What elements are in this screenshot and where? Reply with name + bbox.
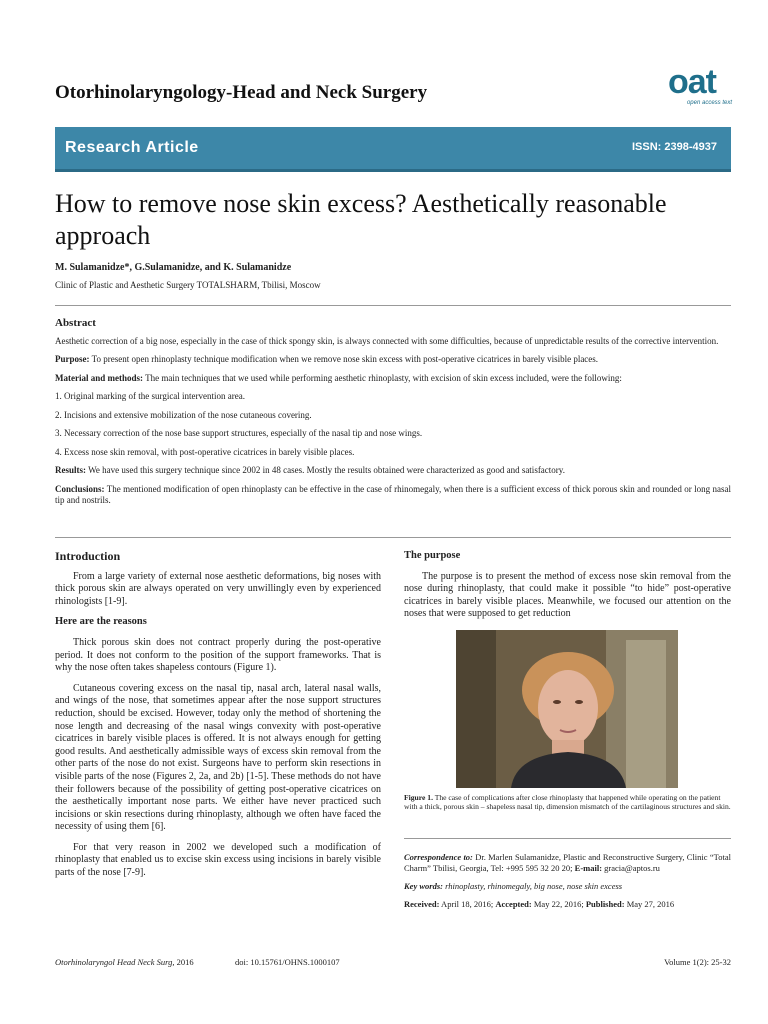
footer-doi: doi: 10.15761/OHNS.1000107 [235,957,340,967]
divider [55,537,731,538]
paragraph: From a large variety of external nose aesthetic deformations, big noses with thick porous skin are always operated on very unwillingly even by experienced rhinologists [1-9]. [55,570,381,607]
logo-word: oat [668,63,716,101]
list-item: 4. Excess nose skin removal, with post-operative cicatrices in barely visible places. [55,446,355,457]
paragraph: Cutaneous covering excess on the nasal tip, nasal arch, lateral nasal walls, and wings of the nose, that sometimes appear after the nose support structures reduction, should be excised. However, today only the method of shortening the nose length and decreasing of the nasal wings convexity with post-operative cicatrices in barely visible places is offered. It is not always enough for getting good results. And aesthetically admissible ways of excess skin removal from the other parts of the nose do not exist. Surgeons have to perform skin resections in visible parts of the nose (Figures 2, 2a, and 2b) [1-5]. These methods do not have their followers because of the possibility of getting post-operative cicatrices on the aesthetically important nose parts. We either have never practiced such incisions or skin resections during rhinoplasty, although we often have faced the necessity of using them [6]. [55,682,381,833]
introduction-heading: Introduction [55,549,121,563]
published-label: Published: [585,899,625,909]
correspondence [404,852,731,874]
list-item: 1. Original marking of the surgical intervention area. [55,391,246,401]
figure-caption-text: The case of complications after close rhinoplasty that happened while operating on the patient with a thick, porous skin – shapeless nasal tip, dimension mismatch of the cartilaginous structures and skin. [404,793,731,811]
email-link[interactable]: gracia@aptos.ru [602,863,660,873]
article-type-banner [55,127,731,172]
methods-text: The main techniques that we used while performing aesthetic rhinoplasty, with excision of skin excess included, were the following: [143,372,622,383]
results-text: We have used this surgery technique since 2002 in 48 cases. Mostly the results obtained were characterized as good and satisfactory. [86,465,565,475]
article-title: How to remove nose skin excess? Aesthetically reasonable approach [55,189,667,250]
results-label: Results: [55,465,86,475]
abstract-purpose [55,354,731,366]
email-label: E-mail: [574,863,603,873]
correspondence-text: Dr. Marlen Sulamanidze, Plastic and Reconstructive Surgery, Clinic “Total Charm” Tbilisi, Georgia, Tel: +995 595 32 20 20; [404,852,731,873]
purpose-heading: The purpose [404,550,461,561]
figure-1-photo [456,630,678,788]
abstract-methods [55,373,731,385]
dates [404,899,731,910]
keywords-label: Key words: [404,881,443,891]
oat-logo [668,63,732,106]
accepted-date: May 22, 2016; [531,899,586,909]
paragraph: For that very reason in 2002 we developed such a modification of rhinoplasty that enabled us to excise skin excess using incisions in barely visible parts of the nose [7-9]. [55,841,381,879]
abstract [55,318,731,514]
correspondence-label: Correspondence to: [404,852,473,862]
keywords-text: rhinoplasty, rhinomegaly, big nose, nose skin excess [442,881,623,891]
issn: ISSN: 2398-4937 [632,141,717,153]
received-date: April 18, 2016; [439,899,496,909]
article-type: Research Article [65,139,199,156]
correspondence-block [404,852,731,917]
conclusions-text: The mentioned modification of open rhinoplasty can be effective in the case of rhinomegaly, when there is a sufficient excess of thick porous skin and rounded or long nasal tip and nostrils. [55,483,731,505]
methods-label: Material and methods: [55,372,143,383]
received-label: Received: [404,899,440,909]
abstract-conclusions [55,484,731,507]
right-column [404,550,731,629]
affiliation: Clinic of Plastic and Aesthetic Surgery TOTALSHARM, Tbilisi, Moscow [55,280,321,290]
purpose-text: To present open rhinoplasty technique modification when we remove nose skin excess with post-operative cicatrices in barely visible places. [89,354,599,364]
list-item: 3. Necessary correction of the nose base support structures, especially of the nasal tip and nose wings. [55,428,423,438]
paragraph: The purpose is to present the method of excess nose skin removal from the nose during rhinoplasty, that could make it possible “to hide” post-operative cicatrices in barely visible places. Meanwhile, we focused our attention on the noses that were supposed to get reduction [404,570,731,620]
divider [404,838,731,839]
left-column [55,550,381,888]
logo-subtitle: open access text [686,100,732,106]
patient-photo-illustration [456,630,678,788]
authors: M. Sulamanidze*, G.Sulamanidze, and K. Sulamanidze [55,262,292,273]
published-date: May 27, 2016 [624,899,675,909]
conclusions-label: Conclusions: [55,483,105,494]
keywords [404,881,731,892]
reasons-heading: Here are the reasons [55,616,147,628]
abstract-intro: Aesthetic correction of a big nose, especially in the case of thick spongy skin, is always connected with some difficulties, because of unpredictable results of the corrective intervention. [55,335,719,346]
footer-volume: Volume 1(2): 25-32 [664,957,731,967]
accepted-label: Accepted: [495,899,532,909]
purpose-label: Purpose: [55,354,90,364]
abstract-heading: Abstract [55,317,96,329]
abstract-results [55,465,731,477]
footer-citation: Otorhinolaryngol Head Neck Surg, 2016 [55,957,194,967]
divider [55,305,731,306]
figure-label: Figure 1. [404,793,433,802]
paragraph: Thick porous skin does not contract properly during the post-operative period. It does not conform to the position of the support frameworks. That is why the nose often takes shapeless contours (Figure 1). [55,636,381,674]
figure-caption [404,793,731,811]
list-item: 2. Incisions and extensive mobilization of the nose cutaneous covering. [55,409,312,420]
journal-title: Otorhinolaryngology-Head and Neck Surgery [55,82,428,103]
